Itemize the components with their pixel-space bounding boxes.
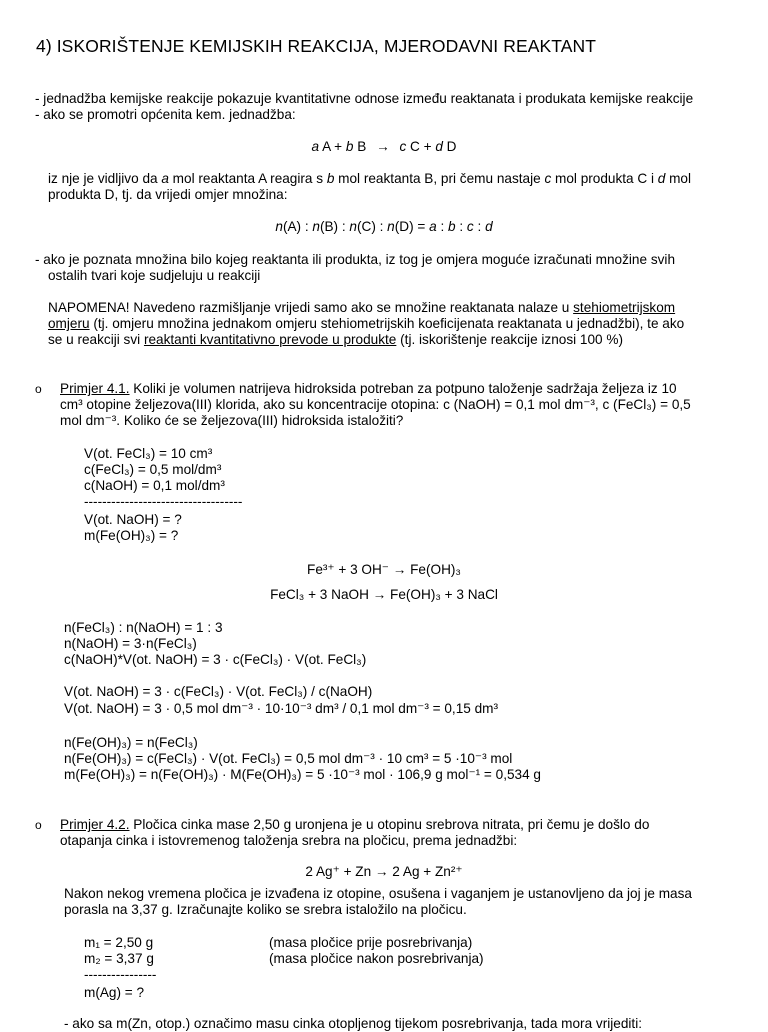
silver-equation: 2 Ag⁺ + Zn → 2 Ag + Zn²⁺ — [305, 864, 463, 879]
calc-c-1: n(Fe(OH)₃) = n(FeCl₃) — [64, 735, 198, 750]
unknown-1-2: m(Fe(OH)₃) = ? — [84, 528, 179, 543]
given-1-2: c(FeCl₃) = 0,5 mol/dm³ — [84, 462, 222, 477]
given-2-2-note: (masa pločice nakon posrebrivanja) — [269, 951, 484, 966]
example-2-text-1: Primjer 4.2. Pločica cinka mase 2,50 g uronjena je u otopinu srebrova nitrata, pri čemu je došlo do — [60, 817, 650, 832]
note-line-3: se u reakciji svi reaktanti kvantitativno prevode u produkte (tj. iskorištenje reakcije iznosi 100 %) — [48, 332, 624, 347]
example-2-bullet: o — [35, 818, 42, 832]
example-1-text-2: cm³ otopine željezova(III) klorida, ako su koncentracije otopina: c (NaOH) = 0,1 mol dm⁻³, c (FeCl₃) = 0,5 — [60, 397, 691, 412]
given-1-1: V(ot. FeCl₃) = 10 cm³ — [84, 446, 213, 461]
given-separator-1: ----------------------------------- — [84, 494, 243, 509]
note-line-2: omjeru (tj. omjeru množina jednakom omjeru stehiometrijskih koeficijenata reaktanata u jednadžbi), te ako — [48, 316, 685, 331]
given-separator-2: ---------------- — [84, 967, 157, 982]
calc-c-3: m(Fe(OH)₃) = n(Fe(OH)₃) · M(Fe(OH)₃) = 5 ·10⁻³ mol · 106,9 g mol⁻¹ = 0,534 g — [64, 767, 541, 782]
example-2-text-2: otapanja cinka i istovremenog taloženja srebra na pločicu, prema jednadžbi: — [60, 833, 518, 848]
example-2-text-3: Nakon nekog vremena pločica je izvađena iz otopine, osušena i vaganjem je ustanovljeno da joj je masa — [64, 886, 692, 901]
given-1-3: c(NaOH) = 0,1 mol/dm³ — [84, 478, 225, 493]
intro-line-1: - jednadžba kemijske reakcije pokazuje kvantitativne odnose između reaktanata i produkata kemijske reakcije — [35, 91, 694, 106]
example-1-bullet: o — [35, 382, 42, 396]
general-equation: a A + b B → c C + d D — [311, 139, 457, 154]
known-line-2: ostalih tvari koje sudjeluju u reakciji — [48, 268, 261, 283]
calc-a-1: n(FeCl₃) : n(NaOH) = 1 : 3 — [64, 620, 223, 635]
molecular-equation: FeCl₃ + 3 NaOH → Fe(OH)₃ + 3 NaCl — [270, 587, 498, 602]
calc-a-2: n(NaOH) = 3·n(FeCl₃) — [64, 636, 197, 651]
intro-line-2: - ako se promotri općenita kem. jednadžba: — [35, 107, 296, 122]
unknown-1-1: V(ot. NaOH) = ? — [84, 512, 182, 527]
example-2-text-4: porasla na 3,37 g. Izračunajte koliko se srebra istaložilo na pločicu. — [64, 902, 467, 917]
calc-b-2: V(ot. NaOH) = 3 · 0,5 mol dm⁻³ · 10·10⁻³ dm³ / 0,1 mol dm⁻³ = 0,15 dm³ — [64, 701, 498, 716]
given-2-1-note: (masa pločice prije posrebrivanja) — [269, 935, 473, 950]
given-2-1-value: m₁ = 2,50 g — [84, 935, 154, 950]
calc-c-2: n(Fe(OH)₃) = c(FeCl₃) · V(ot. FeCl₃) = 0,5 mol dm⁻³ · 10 cm³ = 5 ·10⁻³ mol — [64, 751, 513, 766]
page-title: 4) ISKORIŠTENJE KEMIJSKIH REAKCIJA, MJERODAVNI REAKTANT — [36, 36, 597, 56]
explain-line-2: produkta D, tj. da vrijedi omjer množina: — [48, 187, 288, 202]
given-2-2-value: m₂ = 3,37 g — [84, 951, 154, 966]
unknown-2: m(Ag) = ? — [84, 985, 145, 1000]
calc-a-3: c(NaOH)*V(ot. NaOH) = 3 · c(FeCl₃) · V(ot. FeCl₃) — [64, 652, 367, 667]
explain-line-1: iz nje je vidljivo da a mol reaktanta A reagira s b mol reaktanta B, pri čemu nastaje c mol produkta C i d mol — [48, 171, 692, 186]
example-1-text-3: mol dm⁻³. Koliko će se željezova(III) hidroksida istaložiti? — [60, 413, 404, 428]
example-1-text-1: Primjer 4.1. Koliki je volumen natrijeva hidroksida potreban za potpuno taloženje sadržaja željeza iz 10 — [60, 381, 677, 396]
example-1-label: Primjer 4.1. — [60, 381, 130, 396]
mole-ratio: n(A) : n(B) : n(C) : n(D) = a : b : c : d — [275, 219, 493, 234]
known-line-1: - ako je poznata množina bilo kojeg reaktanta ili produkta, iz tog je omjera moguće izračunati množine svih — [35, 252, 676, 267]
calc-b-1: V(ot. NaOH) = 3 · c(FeCl₃) · V(ot. FeCl₃) / c(NaOH) — [64, 684, 373, 699]
example-2-label: Primjer 4.2. — [60, 817, 130, 832]
note-line-1: NAPOMENA! Navedeno razmišljanje vrijedi samo ako se množine reaktanata nalaze u stehiometrijskom — [48, 300, 676, 315]
ionic-equation: Fe³⁺ + 3 OH⁻ → Fe(OH)₃ — [307, 562, 461, 577]
example-2-last-line: - ako sa m(Zn, otop.) označimo masu cinka otopljenog tijekom posrebrivanja, tada mora vrijediti: — [64, 1016, 642, 1031]
